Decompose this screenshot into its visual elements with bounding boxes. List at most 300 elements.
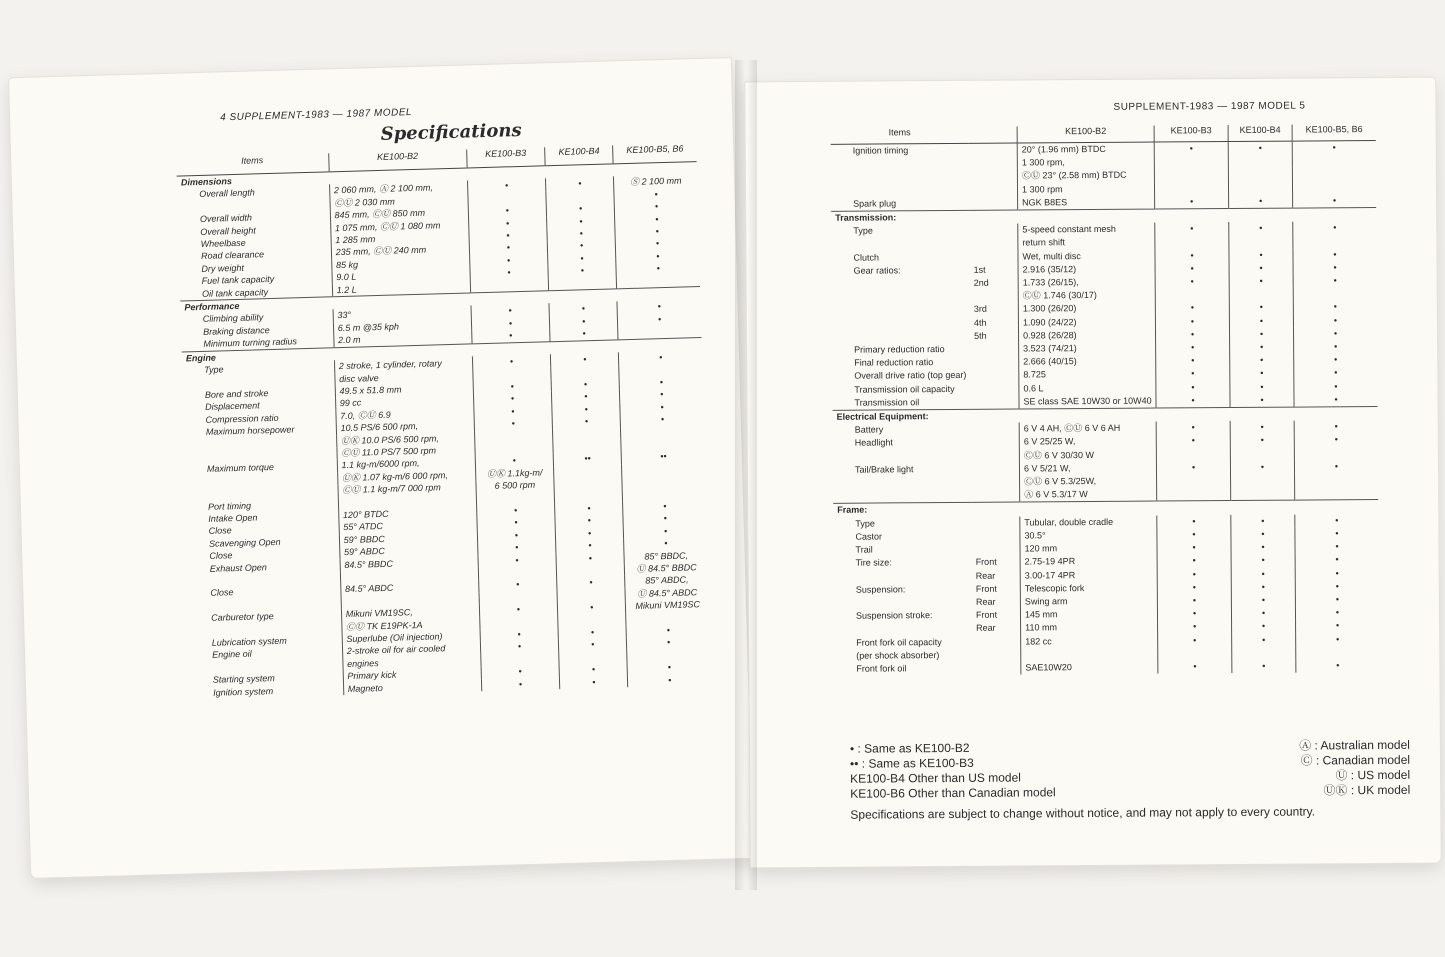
spec-item: Road clearance — [200, 249, 265, 262]
spec-value-b2: 2.0 m — [333, 331, 471, 348]
spec-value-b3: • — [478, 553, 557, 568]
legend-note: ⓊⓀ : UK model — [1323, 782, 1411, 798]
spec-value-b3: • — [468, 216, 547, 231]
spec-value-b2: 84.5° BBDC — [340, 555, 478, 571]
footnote: Specifications are subject to change without notice, and may not apply to every country. — [850, 804, 1316, 822]
spec-value-b2: 6 V 25/25 W, — [1019, 435, 1156, 449]
spec-item: Wheelbase — [200, 237, 246, 249]
spec-item: Dry weight — [201, 262, 245, 274]
spec-value-b4: • — [1231, 567, 1295, 581]
spec-item: Close — [209, 550, 233, 562]
spec-value-b5: • — [628, 673, 711, 688]
spec-value-b5 — [1293, 234, 1377, 248]
spec-value-b5: • — [623, 499, 706, 514]
spec-item: Suspension stroke: — [855, 610, 933, 621]
spec-sub — [969, 170, 1018, 184]
spec-sub — [972, 661, 1021, 675]
spec-item: Tail/Brake light — [854, 464, 914, 475]
spec-value-b3: • — [1158, 620, 1232, 634]
spec-value-b5: • — [1296, 633, 1380, 647]
spec-value-b4: • — [1230, 421, 1294, 435]
spec-value-b2: 2.75-19 4PR — [1020, 555, 1157, 569]
spec-value-b5: • — [1295, 593, 1379, 607]
spec-value-b4: • — [551, 377, 620, 391]
col-sub — [969, 127, 1018, 144]
spec-value-b5: • — [1295, 527, 1379, 541]
spec-value-b3: • — [1154, 142, 1228, 156]
spec-sub — [972, 648, 1021, 662]
spec-item — [831, 157, 969, 171]
col-b5: KE100-B5, B6 — [1292, 124, 1376, 141]
spec-value-b5: • — [1295, 553, 1379, 567]
spec-value-b2: Tubular, double cradle — [1020, 515, 1157, 529]
spec-sub — [971, 423, 1020, 437]
spec-value-b3: • — [1156, 381, 1230, 395]
spec-value-b3: • — [1157, 581, 1231, 595]
spec-item: Intake Open — [208, 512, 258, 524]
spec-sub — [971, 516, 1020, 530]
spec-sub — [969, 143, 1018, 157]
spec-value-b5: • — [619, 350, 702, 365]
spec-value-b2: 1.090 (24/22) — [1018, 315, 1155, 329]
spec-value-b3: • — [1157, 541, 1231, 555]
spec-value-b3: • — [474, 404, 553, 419]
spec-value-b5: • — [623, 511, 706, 526]
spec-value-b2: 1 300 rpm, — [1017, 156, 1154, 170]
spec-sub — [971, 529, 1020, 543]
spec-value-b2: 7.0, ⒸⓊ 6.9 — [336, 406, 474, 422]
spec-value-b4: • — [547, 239, 616, 253]
spec-item: Fuel tank capacity — [201, 274, 275, 287]
spec-value-b3: • — [1156, 328, 1230, 342]
spec-value-b2: Swing arm — [1020, 594, 1157, 608]
spec-value-b2: 1 285 mm — [331, 230, 469, 246]
spec-value-b3 — [1154, 155, 1228, 169]
spec-value-b5: • — [1294, 433, 1378, 447]
spec-item — [833, 476, 971, 490]
spec-item — [832, 290, 970, 304]
spec-value-b3: • — [470, 266, 549, 281]
spec-value-b4 — [1228, 168, 1292, 182]
spec-value-b4: • — [547, 226, 616, 240]
spec-value-b2: Wet, multi disc — [1018, 249, 1155, 263]
spec-value-b2: 20° (1.96 mm) BTDC — [1017, 142, 1154, 157]
col-b3: KE100-B3 — [1154, 125, 1228, 142]
spec-value-b2: 1.733 (26/15), — [1018, 276, 1155, 290]
left-spec-table — [176, 143, 711, 699]
spec-value-b5: • — [1294, 393, 1378, 407]
col-b2: KE100-B2 — [328, 149, 467, 171]
legend-note: • : Same as KE100-B2 — [849, 740, 970, 756]
spec-value-b4: • — [546, 202, 615, 216]
spec-item — [832, 303, 970, 317]
spec-value-b2: disc valve — [334, 369, 472, 385]
spec-value-b2: 1.1 kg-m/6000 rpm, — [337, 456, 475, 472]
spec-item: Trail — [855, 544, 873, 555]
spec-value-b4: • — [556, 538, 625, 552]
spec-value-b4: • — [1229, 301, 1293, 315]
spec-value-b5: • — [617, 299, 700, 314]
spec-value-b4: • — [547, 214, 616, 228]
spec-value-b3: • — [1158, 607, 1232, 621]
spec-value-b3: ⓊⓀ 1.1kg-m/ — [475, 466, 554, 481]
spec-item: Transmission oil capacity — [854, 383, 955, 395]
spec-item: (per shock absorber) — [856, 649, 940, 661]
spec-value-b3 — [1157, 474, 1231, 488]
spec-value-b4: • — [1229, 275, 1293, 289]
spec-value-b4: • — [1231, 554, 1295, 568]
spec-value-b3: • — [467, 179, 546, 194]
spec-value-b3: • — [469, 228, 548, 243]
spec-value-b2: 845 mm, ⒸⓊ 850 mm — [330, 206, 468, 222]
spec-sub — [969, 183, 1018, 197]
spec-item: Close — [208, 525, 232, 537]
spec-item: Engine oil — [212, 649, 252, 661]
spec-item: Transmission oil — [854, 397, 920, 408]
spec-value-b2: 8.725 — [1019, 368, 1156, 382]
spec-value-b2: ⓊⓀ 10.0 PS/6 500 rpm, — [336, 431, 474, 447]
spec-item — [832, 277, 970, 291]
spec-value-b4: • — [1231, 527, 1295, 541]
spec-value-b2: ⒸⓊ 23° (2.58 mm) BTDC — [1017, 169, 1154, 183]
spec-value-b4: • — [549, 314, 618, 328]
spec-sub — [970, 290, 1019, 304]
spec-value-b2: 59° ABDC — [339, 543, 477, 559]
spec-value-b5: Ⓤ 84.5° ABDC — [625, 586, 708, 601]
spec-value-b3: • — [1156, 354, 1230, 368]
spec-value-b2: ⒸⓊ TK E19PK-1A — [341, 617, 479, 633]
spec-value-b4 — [1228, 155, 1292, 169]
spec-value-b4: • — [1229, 314, 1293, 328]
spec-value-b2: 6.5 m @35 kph — [333, 318, 471, 334]
spec-value-b2: 1.300 (26/20) — [1018, 302, 1155, 316]
spec-item: Minimum turning radius — [203, 336, 298, 350]
spec-item: Type — [204, 364, 224, 375]
legend-notes — [850, 738, 1410, 802]
spec-value-b4: • — [559, 662, 628, 676]
spec-value-b2: 182 cc — [1021, 634, 1158, 648]
spec-value-b3: • — [479, 602, 558, 617]
spec-value-b4: • — [1230, 460, 1294, 474]
spec-item: Bore and stroke — [204, 388, 269, 400]
spec-value-b3: • — [471, 304, 550, 319]
spec-value-b2: Magneto — [343, 679, 481, 695]
spec-value-b3: • — [476, 503, 555, 518]
spec-sub: Rear — [975, 570, 996, 581]
col-items: Items — [176, 153, 329, 176]
spec-sub: 5th — [974, 330, 987, 341]
col-b4: KE100-B4 — [545, 145, 614, 165]
spec-item — [831, 183, 969, 197]
spec-sub — [969, 224, 1018, 238]
spec-value-b4 — [1232, 646, 1296, 660]
spec-value-b5: • — [615, 224, 698, 239]
right-spec-table — [831, 124, 1380, 676]
spec-value-b2 — [1021, 647, 1158, 661]
spec-value-b3: • — [478, 578, 557, 593]
spec-value-b2: 235 mm, ⒸⓊ 240 mm — [331, 243, 469, 259]
spec-item: Oil tank capacity — [201, 286, 269, 299]
spec-sub: 1st — [973, 264, 986, 275]
spec-item: Front fork oil capacity — [856, 636, 942, 648]
spec-sub — [971, 449, 1020, 463]
spec-item: Overall width — [199, 212, 253, 225]
spec-value-b4: • — [1231, 580, 1295, 594]
page-title: Specifications — [380, 119, 522, 145]
spec-value-b5 — [1296, 646, 1380, 660]
spec-item: Headlight — [854, 437, 893, 449]
legend-note: •• : Same as KE100-B3 — [849, 755, 974, 771]
legend-note: KE100-B6 Other than Canadian model — [850, 785, 1056, 801]
spec-value-b5: 85° ABDC, — [625, 573, 708, 588]
spec-item: Tire size: — [855, 557, 892, 568]
spec-value-b5: • — [1293, 221, 1377, 235]
spec-item: Overall drive ratio (top gear) — [854, 370, 967, 382]
spec-item — [834, 596, 972, 610]
spec-value-b4 — [1229, 288, 1293, 302]
spec-value-b4 — [1230, 447, 1294, 461]
spec-value-b2: Primary kick — [343, 667, 481, 683]
spec-value-b5: Ⓢ 2 100 mm — [614, 174, 697, 189]
spec-value-b2: 9.0 L — [332, 268, 470, 284]
spec-value-b2: 2 stroke, 1 cylinder, rotary — [334, 357, 472, 373]
spec-value-b2: 5-speed constant mesh — [1018, 223, 1155, 237]
spec-value-b4: • — [552, 390, 621, 404]
spec-value-b4: • — [1229, 222, 1293, 236]
spec-value-b5 — [1292, 154, 1376, 168]
spec-sub: Front — [976, 609, 998, 620]
spec-value-b2: Telescopic fork — [1020, 581, 1157, 595]
spec-value-b4: • — [555, 514, 624, 528]
spec-value-b5 — [1295, 473, 1379, 487]
spec-item: Ignition timing — [852, 145, 909, 156]
spec-value-b5: •• — [622, 449, 705, 464]
spec-value-b4 — [1231, 487, 1295, 501]
spec-value-b5: • — [1294, 340, 1378, 354]
spec-value-b2: Superlube (Oil injection) — [342, 629, 480, 645]
spec-item: Overall height — [200, 225, 256, 237]
spec-value-b5: • — [615, 212, 698, 227]
spec-value-b2: 2.916 (35/12) — [1018, 262, 1155, 276]
spec-value-b4: • — [1229, 261, 1293, 275]
col-b3: KE100-B3 — [466, 147, 545, 168]
spec-value-b4: • — [558, 625, 627, 639]
spec-value-b2: ⓊⓀ 1.07 kg-m/6 000 rpm, — [337, 468, 475, 484]
spec-value-b2: 145 mm — [1020, 608, 1157, 622]
spec-value-b3 — [1155, 235, 1229, 249]
spec-item: Overall length — [199, 187, 255, 200]
spec-value-b2: 6 V 4 AH, ⒸⓊ 6 V 6 AH — [1019, 422, 1156, 436]
spec-value-b3: 6 500 rpm — [476, 478, 555, 493]
spec-value-b4 — [1229, 181, 1293, 195]
spec-value-b3: • — [1157, 515, 1231, 529]
spec-item: Final reduction ratio — [854, 357, 934, 368]
spec-item — [834, 622, 972, 636]
spec-value-b4: • — [1229, 194, 1293, 208]
spec-value-b5: • — [1293, 300, 1377, 314]
section-title: Dimensions — [177, 162, 697, 189]
spec-value-b5: • — [616, 261, 699, 276]
spec-value-b3: • — [477, 540, 556, 555]
spec-sub — [969, 250, 1018, 264]
spec-value-b3: • — [1157, 594, 1231, 608]
spec-value-b3: • — [1158, 634, 1232, 648]
spec-value-b3: • — [1156, 435, 1230, 449]
spec-item: Battery — [854, 424, 884, 435]
spec-value-b3 — [1156, 448, 1230, 462]
spec-value-b2: 59° BBDC — [339, 530, 477, 546]
spec-value-b5: • — [1295, 514, 1379, 528]
spec-value-b4: • — [557, 600, 626, 614]
spec-value-b3 — [1157, 487, 1231, 501]
spec-value-b2: 3.523 (74/21) — [1019, 342, 1156, 356]
spec-value-b4: • — [1229, 248, 1293, 262]
spec-item: Front fork oil — [856, 663, 907, 674]
spec-value-b3: • — [469, 253, 548, 268]
spec-value-b4: •• — [553, 452, 622, 466]
spec-value-b2: 99 cc — [335, 394, 473, 410]
spec-value-b4: • — [551, 352, 620, 366]
spec-sub: Rear — [975, 596, 996, 607]
spec-value-b2: NGK B8ES — [1018, 195, 1155, 210]
spec-value-b4: • — [1230, 367, 1294, 381]
spec-value-b3: • — [475, 454, 554, 469]
spec-sub — [971, 395, 1020, 409]
spec-value-b2: Ⓐ 6 V 5.3/17 W — [1020, 488, 1157, 503]
legend-row — [850, 783, 1410, 802]
col-items: Items — [831, 127, 969, 144]
spec-item: Lubrication system — [211, 635, 287, 648]
spec-value-b3: • — [1155, 195, 1229, 209]
spec-item — [832, 330, 970, 344]
spec-value-b4: • — [1231, 607, 1295, 621]
spec-value-b5: • — [1294, 420, 1378, 434]
spec-value-b4: • — [1231, 593, 1295, 607]
spec-value-b3: • — [472, 354, 551, 369]
spec-sub: 3rd — [973, 304, 987, 315]
spec-item: Spark plug — [853, 198, 897, 209]
spec-value-b4: • — [1232, 633, 1296, 647]
spec-item: Clutch — [853, 252, 880, 263]
spec-value-b5: • — [624, 524, 707, 539]
spec-value-b5: • — [1296, 659, 1380, 673]
spec-item: Suspension: — [855, 584, 906, 595]
spec-sub — [972, 543, 1021, 557]
spec-value-b4: • — [555, 501, 624, 515]
spec-value-b3: • — [1155, 301, 1229, 315]
spec-value-b4: • — [1231, 514, 1295, 528]
spec-value-b3: • — [471, 329, 550, 344]
spec-value-b2: 55° ATDC — [339, 518, 477, 534]
spec-item: Braking distance — [202, 324, 270, 337]
spec-value-b2: 2-stroke oil for air cooled — [342, 642, 480, 658]
spec-value-b5: • — [615, 199, 698, 214]
spec-sub — [969, 157, 1018, 171]
spec-value-b3: • — [480, 640, 559, 655]
spec-value-b3: • — [1155, 262, 1229, 276]
spec-value-b4: • — [552, 402, 621, 416]
spec-value-b5: • — [624, 536, 707, 551]
spec-item: Compression ratio — [205, 412, 279, 425]
spec-value-b5: • — [1293, 314, 1377, 328]
spec-value-b4 — [1229, 235, 1293, 249]
spec-item: Close — [210, 587, 234, 599]
spec-sub — [970, 382, 1019, 396]
spec-item: Primary reduction ratio — [854, 344, 945, 355]
spec-value-b5: • — [1293, 274, 1377, 288]
spec-value-b5: • — [1293, 248, 1377, 262]
spec-value-b3: • — [473, 392, 552, 407]
spec-value-b4: • — [1230, 434, 1294, 448]
spec-sub — [971, 462, 1020, 476]
spec-value-b3: • — [480, 627, 559, 642]
spec-item — [832, 316, 970, 330]
spec-sub — [969, 237, 1018, 251]
spec-value-b5: • — [1293, 194, 1377, 208]
spec-value-b4: • — [556, 551, 625, 565]
col-b2: KE100-B2 — [1017, 126, 1154, 143]
spec-value-b5: • — [627, 635, 710, 650]
spec-value-b2: SE class SAE 10W30 or 10W40 — [1019, 394, 1156, 409]
spec-value-b4: • — [1230, 380, 1294, 394]
spec-value-b2: 49.5 x 51.8 mm — [335, 381, 473, 397]
spec-value-b5: 85° BBDC, — [624, 549, 707, 564]
spec-item: Starting system — [212, 673, 276, 686]
spec-value-b2: 10.5 PS/6 500 rpm, — [336, 419, 474, 435]
spec-value-b3: • — [1157, 528, 1231, 542]
spec-value-b5: • — [1294, 380, 1378, 394]
spec-sub — [972, 635, 1021, 649]
spec-value-b5: • — [1293, 327, 1377, 341]
spec-value-b3: • — [1155, 315, 1229, 329]
spec-sub: Front — [975, 556, 997, 568]
section-title: Electrical Equipment: — [833, 407, 1378, 425]
spec-value-b4: • — [560, 675, 629, 689]
spec-value-b2: ⒸⓊ 1.746 (30/17) — [1018, 289, 1155, 303]
spec-item — [831, 237, 969, 251]
spec-value-b5: • — [1294, 366, 1378, 380]
spec-item: Port timing — [207, 500, 252, 512]
spec-value-b4: • — [558, 638, 627, 652]
spec-value-b3: • — [1156, 421, 1230, 435]
spec-value-b5: • — [1295, 580, 1379, 594]
left-page — [9, 58, 753, 878]
spec-value-b4: • — [555, 526, 624, 540]
spec-value-b5: • — [616, 249, 699, 264]
spec-value-b2: ⒸⓊ 2 030 mm — [330, 193, 468, 209]
spec-value-b5: • — [616, 236, 699, 251]
spec-value-b3: • — [1156, 367, 1230, 381]
spec-value-b5: • — [1295, 606, 1379, 620]
spec-value-b3: • — [1157, 554, 1231, 568]
spec-sub — [971, 476, 1020, 490]
spec-value-b3: • — [1155, 249, 1229, 263]
spec-item: Ignition system — [213, 685, 274, 698]
spec-value-b5: • — [1294, 460, 1378, 474]
legend-note: Ⓤ : US model — [1335, 767, 1411, 783]
spec-sub — [971, 436, 1020, 450]
spec-value-b5: Ⓤ 84.5° BBDC — [625, 561, 708, 576]
section-title: Engine — [182, 337, 702, 364]
spec-value-b3: • — [1157, 461, 1231, 475]
spec-value-b4: • — [548, 264, 617, 278]
spec-value-b4: • — [550, 327, 619, 342]
spec-value-b3: • — [1158, 660, 1232, 674]
spec-value-b2: 2 060 mm, Ⓐ 2 100 mm, — [329, 181, 467, 197]
spec-sub — [970, 356, 1019, 370]
left-page-header: 4 SUPPLEMENT-1983 — 1987 MODEL — [220, 106, 413, 124]
spec-value-b5: • — [1296, 619, 1380, 633]
